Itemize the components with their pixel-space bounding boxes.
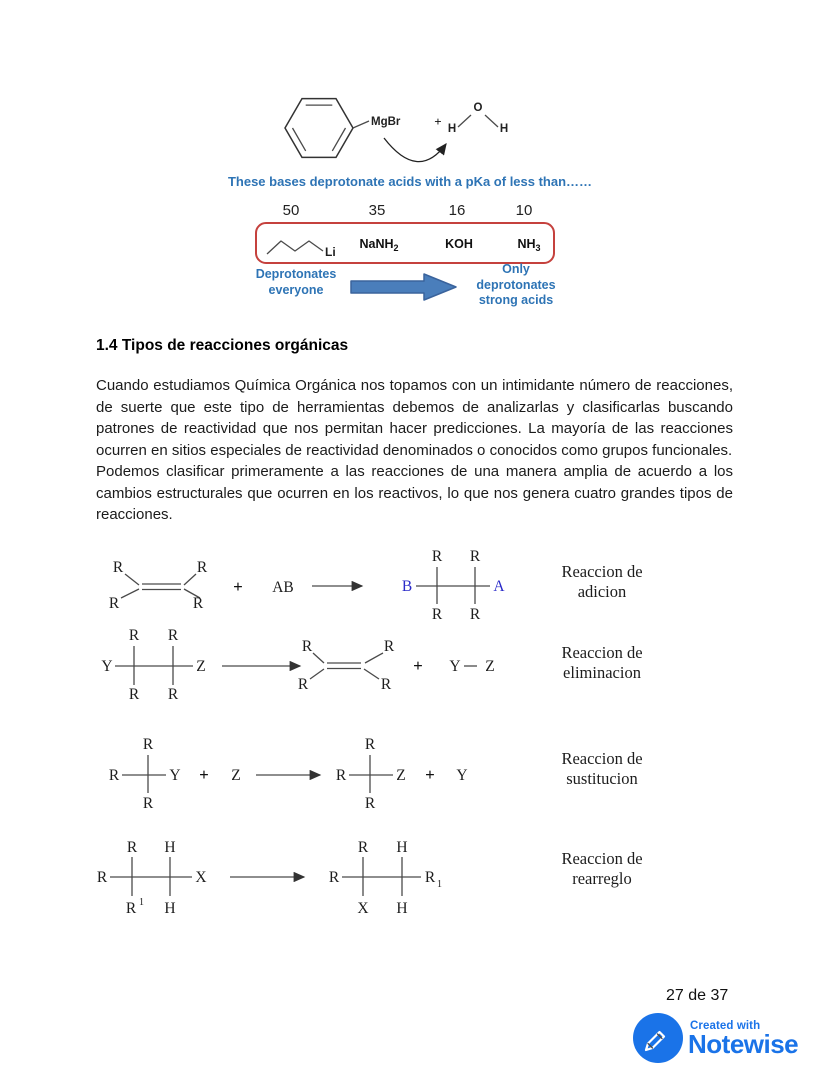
atom-label-r: R <box>167 686 179 703</box>
plus-sign: + <box>434 114 442 129</box>
right-note-line1: Only <box>502 262 530 276</box>
substitution-product <box>336 736 406 812</box>
water-molecule <box>448 102 508 135</box>
ammonia-label <box>517 237 540 253</box>
atom-label-r: R <box>128 627 140 644</box>
notewise-brand: Notewise <box>688 1029 799 1059</box>
sodium-amide-label <box>359 237 398 253</box>
atom-label-r: R <box>383 638 395 655</box>
reaction-label-line1: Reaccion de <box>561 562 643 581</box>
atom-label-r: R <box>469 548 481 565</box>
atom-label-b: B <box>401 578 413 595</box>
plus-sign: + <box>233 577 243 596</box>
atom-label-z: Z <box>485 658 495 675</box>
subscript-1: 1 <box>437 879 442 890</box>
atom-label-r: R <box>357 839 369 856</box>
alkene-product <box>298 638 395 693</box>
atom-label-y: Y <box>169 767 181 784</box>
reaction-label-elimination <box>536 643 668 682</box>
body-text <box>96 375 733 526</box>
atom-label-r: R <box>431 548 443 565</box>
atom-label-r: R <box>128 686 140 703</box>
substitution-reaction-diagram <box>100 733 520 813</box>
atom-label-r: R <box>108 767 120 784</box>
addition-reaction-diagram <box>100 545 540 623</box>
atom-label-r: R <box>335 767 347 784</box>
superscript-1: 1 <box>139 897 144 908</box>
reaction-label-substitution <box>536 749 668 788</box>
atom-label-x: X <box>195 869 207 886</box>
atom-label-y: Y <box>449 658 461 675</box>
benzene-ring <box>285 99 353 158</box>
atom-label-h: H <box>164 839 176 856</box>
plus-sign: + <box>425 765 435 784</box>
notewise-pencil-icon <box>632 1012 684 1064</box>
paragraph-1: Cuando estudiamos Química Orgánica nos topamos con un intimidante número de reacciones, de suerte que este tipo de herramientas debemos de analizarlas y clasificarlas buscando patrones de reactividad que nos permitan hacer predicciones. La mayoría de las reacciones ocurren en sitios especiales de reactividad denominados o conocidos como grupos funcionales. <box>96 377 733 459</box>
atom-label-r: R <box>380 676 392 693</box>
curved-reaction-arrow <box>384 138 446 162</box>
atom-label-z: Z <box>396 767 406 784</box>
atom-label-r: R <box>142 736 154 753</box>
mgbr-label: MgBr <box>371 116 401 128</box>
pka-caption: These bases deprotonate acids with a pKa of less than…… <box>227 174 593 189</box>
right-note-line3: strong acids <box>478 293 554 307</box>
gradient-block-arrow <box>348 270 460 304</box>
rearrangement-reaction-diagram <box>90 838 570 928</box>
pka-value-16: 16 <box>448 202 466 219</box>
atom-label-r: R <box>108 595 120 612</box>
sodium-amide-subscript: 2 <box>393 243 399 253</box>
atom-label-r: R <box>297 676 309 693</box>
bases-box <box>255 222 555 264</box>
right-note <box>455 262 577 309</box>
ammonia-formula: NH <box>517 237 536 251</box>
reaction-label-addition <box>536 562 668 601</box>
reaction-label-line2: adicion <box>577 581 627 601</box>
butyllithium-structure <box>263 225 351 263</box>
atom-label-a: A <box>493 578 505 595</box>
created-with-label: Created with <box>690 1020 761 1032</box>
reaction-label-line1: Reaccion de <box>561 849 643 868</box>
pka-value-50: 50 <box>282 202 300 219</box>
reaction-label-line1: Reaccion de <box>561 643 643 662</box>
lithium-label: Li <box>325 245 336 259</box>
ammonia-subscript: 3 <box>535 243 541 253</box>
atom-label-h: H <box>164 900 176 917</box>
atom-label-z: Z <box>231 767 241 784</box>
substrate-reactant <box>101 627 205 703</box>
reaction-label-line2: rearreglo <box>572 868 632 888</box>
pka-value-35: 35 <box>368 202 386 219</box>
water-h-right: H <box>499 123 509 135</box>
atom-label-h: H <box>396 839 408 856</box>
substrate-reactant <box>109 736 181 812</box>
atom-label-r: R <box>301 638 313 655</box>
atom-label-r: R <box>112 559 124 576</box>
plus-sign: + <box>199 765 209 784</box>
reaction-label-line1: Reaccion de <box>561 749 643 768</box>
reaction-label-line2: eliminacion <box>563 662 641 682</box>
water-h-left: H <box>447 123 457 135</box>
atom-label-r: R <box>167 627 179 644</box>
atom-label-r: R <box>328 869 340 886</box>
koh-label: KOH <box>445 237 473 251</box>
sodium-amide-formula: NaNH <box>359 237 394 251</box>
water-o: O <box>473 102 483 114</box>
phenyl-mgbr-bond <box>353 121 369 128</box>
addition-product <box>402 548 506 623</box>
left-note-line1: Deprotonates <box>255 267 337 281</box>
atom-label-y: Y <box>456 767 468 784</box>
rearranged-product <box>329 839 442 917</box>
section-heading: 1.4 Tipos de reacciones orgánicas <box>96 337 349 354</box>
atom-label-r: R <box>142 795 154 812</box>
atom-label-r: R <box>364 736 376 753</box>
pka-value-10: 10 <box>515 202 533 219</box>
reaction-label-line2: sustitucion <box>566 768 638 788</box>
atom-label-r: R <box>431 606 443 623</box>
yz-byproduct <box>449 658 494 675</box>
atom-label-r: R <box>192 595 204 612</box>
reaction-label-rearrangement <box>536 849 668 888</box>
plus-sign: + <box>413 656 423 675</box>
left-note <box>246 267 346 298</box>
atom-label-y: Y <box>101 658 113 675</box>
atom-label-h: H <box>396 900 408 917</box>
atom-label-r: R <box>424 869 436 886</box>
elimination-reaction-diagram <box>100 625 570 705</box>
atom-label-r: R <box>126 839 138 856</box>
atom-label-r: R <box>125 900 137 917</box>
paragraph-2: Podemos clasificar primeramente a las reacciones de una manera amplia de acuerdo a los cambios estructurales que ocurren en los reactivos, lo que nos genera cuatro grandes tipos de reacciones. <box>96 463 733 523</box>
right-note-line2: deprotonates <box>476 277 556 292</box>
atom-label-r: R <box>469 606 481 623</box>
substrate-reactant <box>97 839 207 917</box>
atom-label-r: R <box>196 559 208 576</box>
grignard-water-diagram <box>266 84 531 176</box>
atom-label-z: Z <box>196 658 206 675</box>
alkene-reactant <box>109 559 208 612</box>
left-note-line2: everyone <box>268 282 324 297</box>
reagent-ab: AB <box>272 579 294 596</box>
atom-label-r: R <box>96 869 108 886</box>
atom-label-r: R <box>364 795 376 812</box>
atom-label-x: X <box>357 900 369 917</box>
page-number: 27 de 37 <box>666 987 729 1004</box>
